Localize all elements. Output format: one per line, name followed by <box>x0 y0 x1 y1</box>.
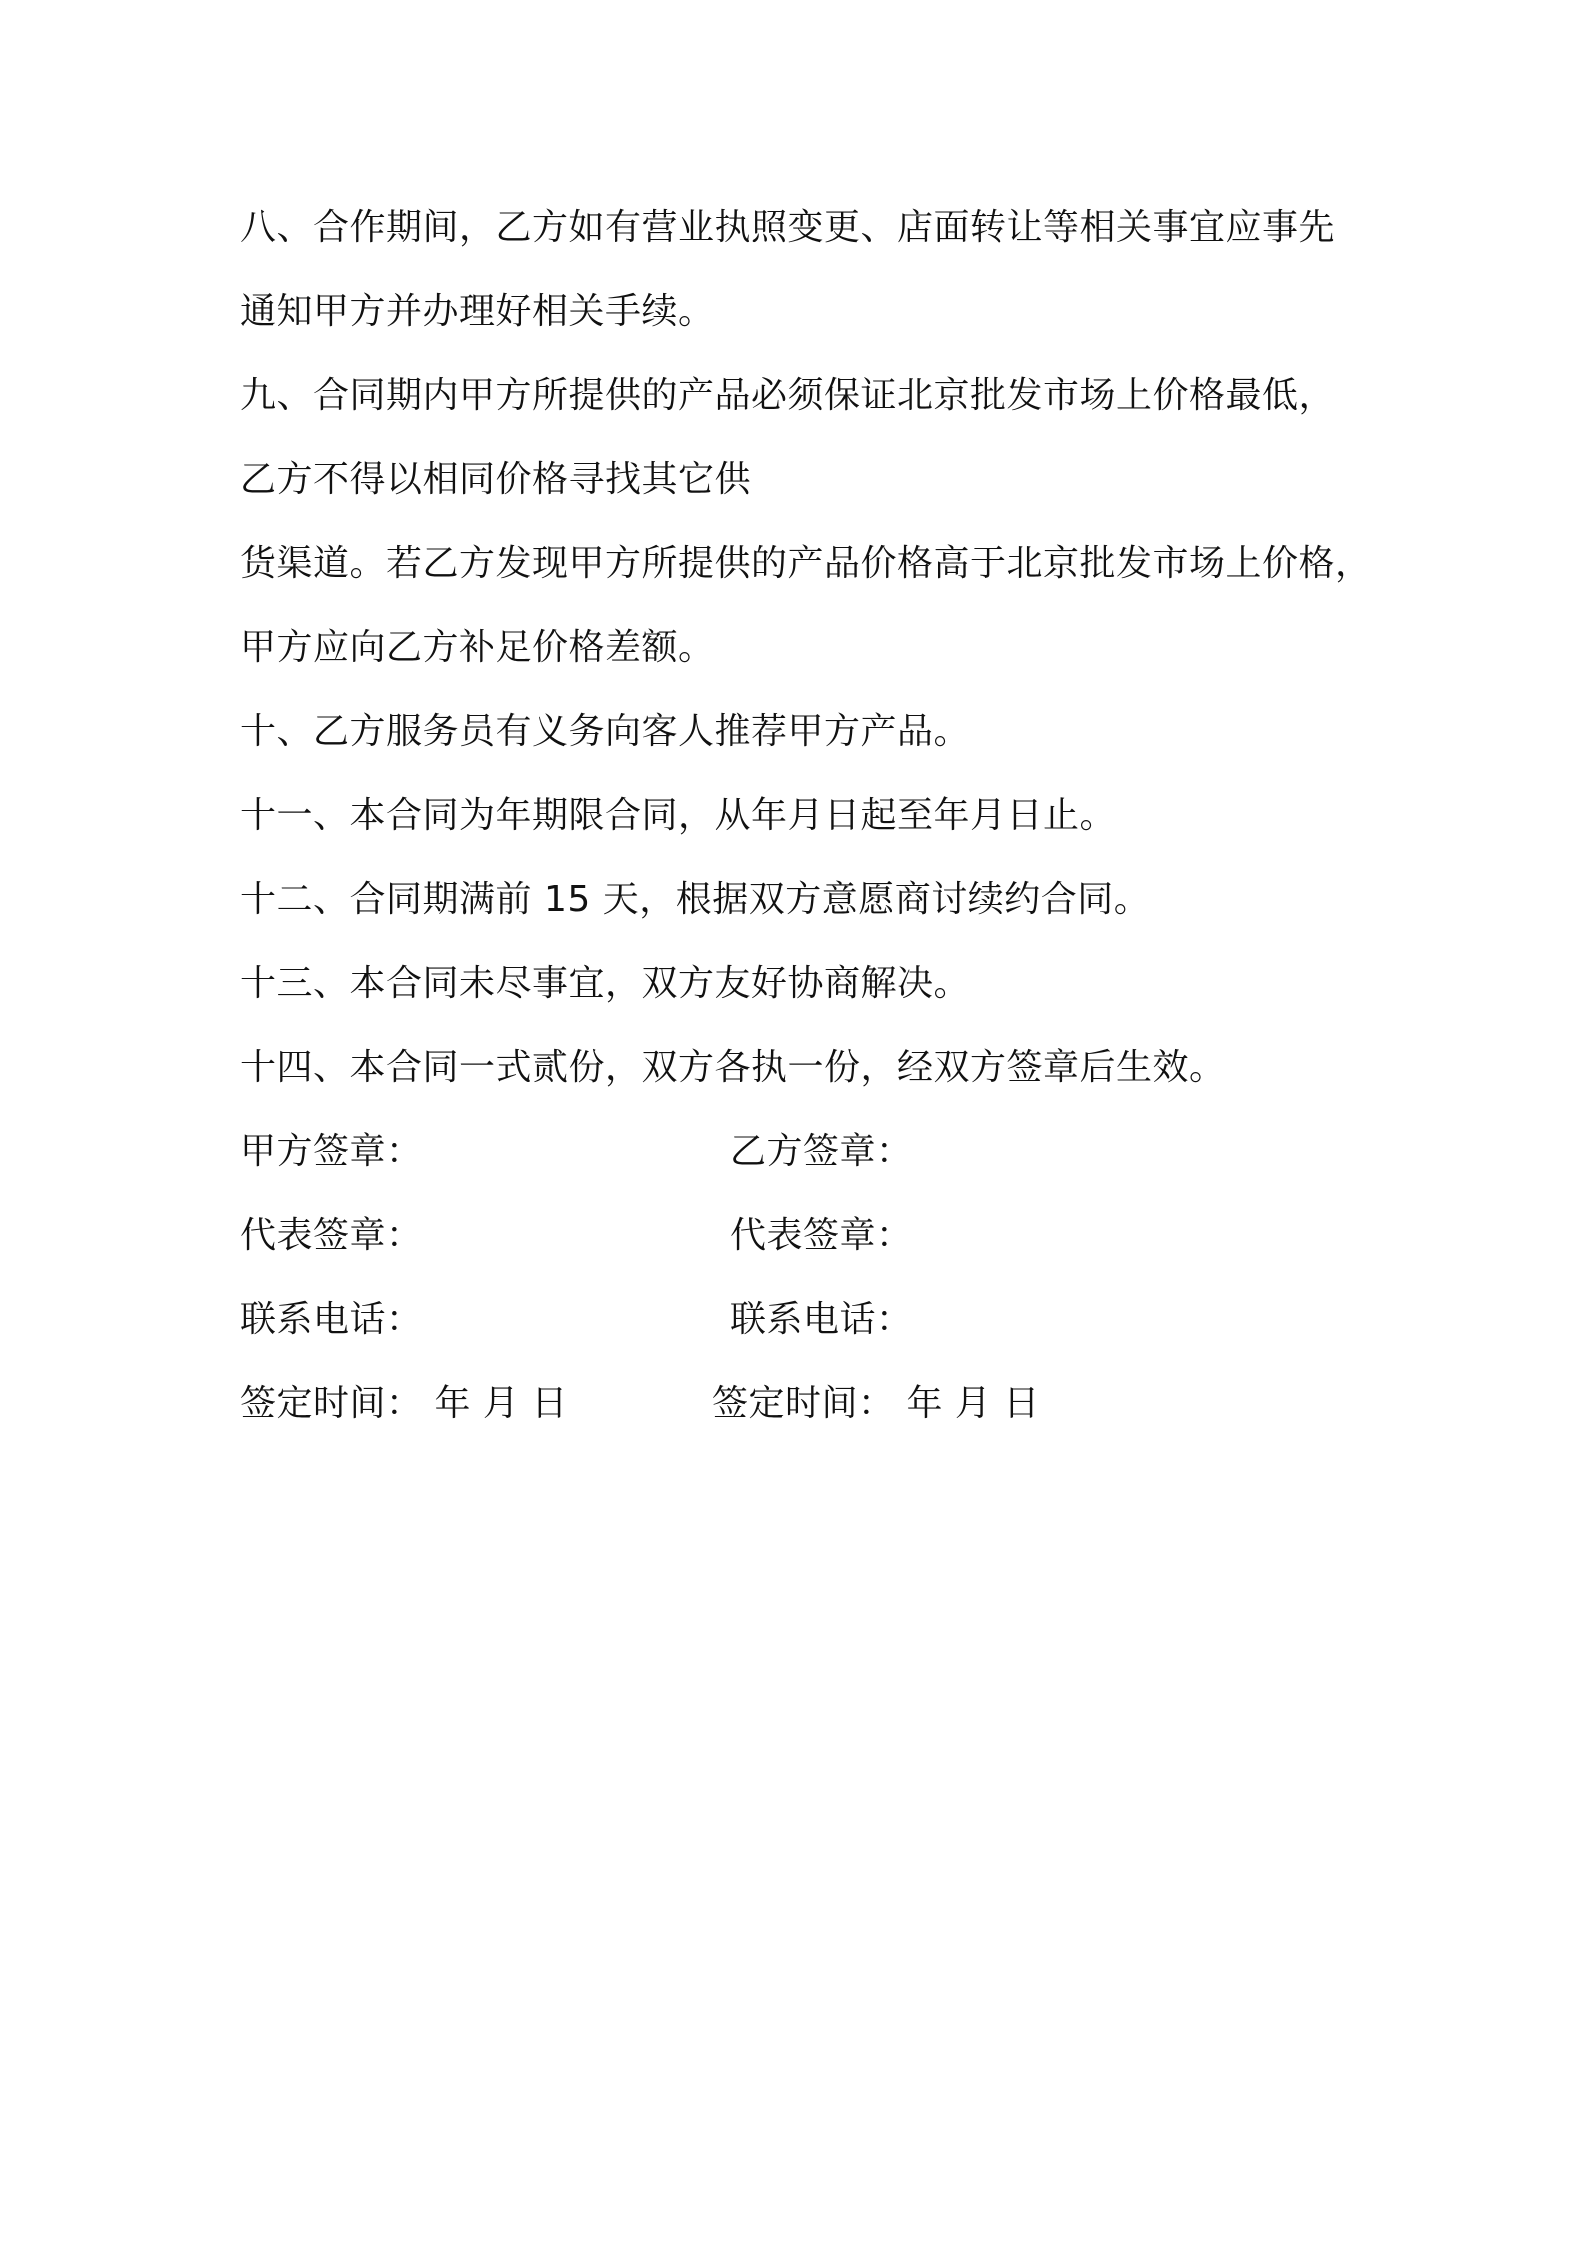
rep-seal-a-label: 代表签章： <box>240 1215 423 1256</box>
clause-9-line-4: 甲方应向乙方补足价格差额。 <box>240 627 715 668</box>
clause-8-line-2: 通知甲方并办理好相关手续。 <box>240 291 715 332</box>
clause-9-line-1: 九、合同期内甲方所提供的产品必须保证北京批发市场上价格最低， <box>240 375 1336 416</box>
phone-b-label: 联系电话： <box>730 1299 913 1340</box>
clause-12: 十二、合同期满前 15 天，根据双方意愿商讨续约合同。 <box>240 879 1151 920</box>
sign-date-b: 签定时间： 年 月 日 <box>712 1383 1040 1424</box>
clause-11: 十一、本合同为年期限合同，从年月日起至年月日止。 <box>240 795 1117 836</box>
clause-8-line-1: 八、合作期间，乙方如有营业执照变更、店面转让等相关事宜应事先 <box>240 207 1336 248</box>
party-a-seal-label: 甲方签章： <box>240 1131 423 1172</box>
clause-14: 十四、本合同一式贰份，双方各执一份，经双方签章后生效。 <box>240 1047 1226 1088</box>
sign-date-a: 签定时间： 年 月 日 <box>240 1383 568 1424</box>
clause-9-line-2: 乙方不得以相同价格寻找其它供 <box>240 459 752 500</box>
clause-13: 十三、本合同未尽事宜，双方友好协商解决。 <box>240 963 971 1004</box>
phone-a-label: 联系电话： <box>240 1299 423 1340</box>
clause-10: 十、乙方服务员有义务向客人推荐甲方产品。 <box>240 711 971 752</box>
clause-9-line-3: 货渠道。若乙方发现甲方所提供的产品价格高于北京批发市场上价格， <box>240 543 1372 584</box>
rep-seal-b-label: 代表签章： <box>730 1215 913 1256</box>
party-b-seal-label: 乙方签章： <box>730 1131 913 1172</box>
